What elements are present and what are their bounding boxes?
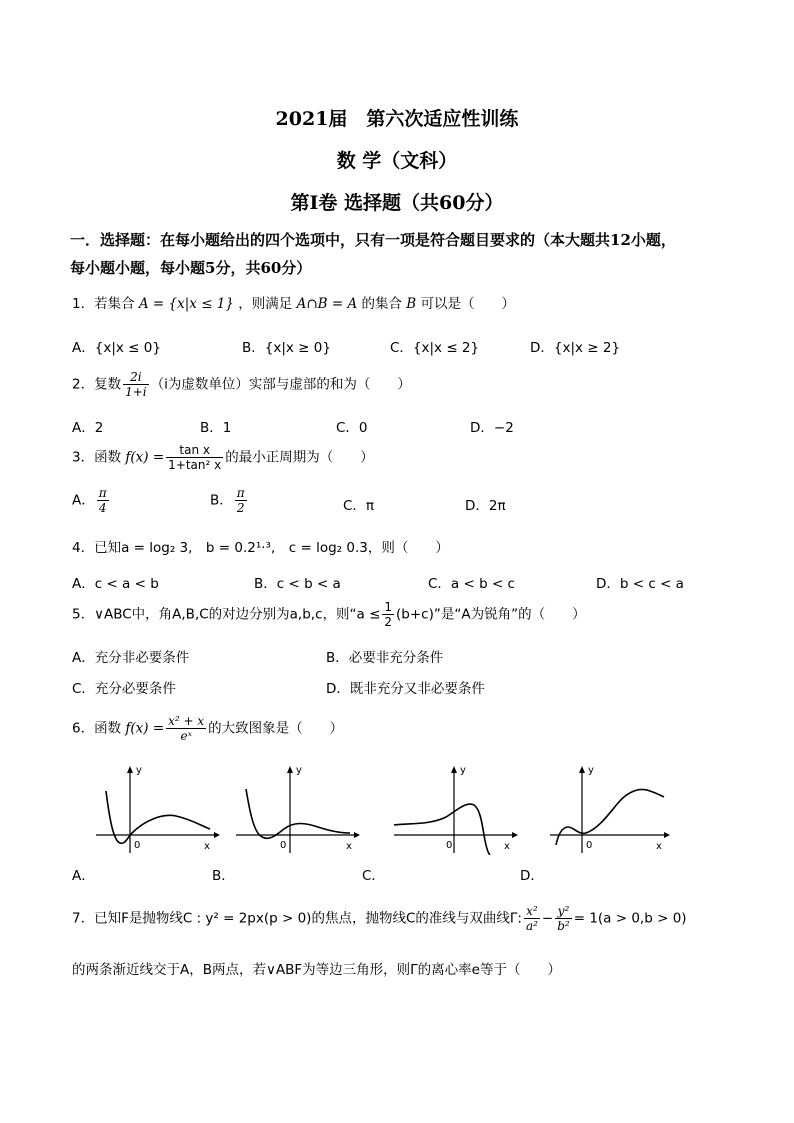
q4-option-b: B．c < b < a [254, 576, 341, 592]
q1-suffix: 的集合 [361, 296, 402, 312]
q4-option-d: D．b < c < a [596, 576, 684, 592]
q1-set-a: A = {x|x ≤ 1} [138, 296, 234, 312]
graph-c [390, 763, 520, 855]
q5-prefix: 5．∨ABC中，角A,B,C的对边分别为a,b,c，则“a ≤ [72, 606, 381, 623]
question-5-stem [72, 600, 586, 629]
q7-suffix: = 1(a > 0,b > 0) [573, 910, 687, 927]
q1-mid: ，则满足 [238, 296, 293, 312]
q3-frac-num: tan x [166, 443, 223, 458]
q2-prefix: 2．复数 [72, 376, 122, 393]
q1-option-a: A．{x|x ≤ 0} [72, 340, 161, 356]
q2-option-d: D．−2 [470, 420, 514, 436]
q3-b-num: π [236, 486, 245, 500]
graph-a-x-arrow [214, 832, 220, 838]
graph-c-y-label: y [460, 765, 466, 776]
q1-option-b: B．{x|x ≥ 0} [242, 340, 331, 356]
question-4-stem: 4．已知a = log₂ 3, b = 0.2¹·³, c = log₂ 0.3，则（ ） [72, 540, 449, 556]
q1-set-b: B [406, 296, 417, 312]
graph-a-x-label: x [204, 841, 210, 852]
q2-option-c: C．0 [336, 420, 368, 436]
graph-c-x-label: x [504, 841, 510, 852]
q4-option-c: C．a < b < c [428, 576, 515, 592]
q3-option-b [210, 486, 249, 515]
question-7-stem [72, 904, 687, 933]
q3-frac-den: 1+tan² x [168, 458, 222, 472]
question-2-stem [72, 370, 411, 399]
q3-a-den: 4 [98, 501, 107, 515]
graph-d-origin: 0 [586, 840, 593, 851]
q7-prefix: 7．已知F是抛物线C : y² = 2px(p > 0)的焦点，抛物线C的准线与双曲线Γ: [72, 910, 522, 927]
graph-a [92, 763, 222, 855]
graph-b [232, 763, 362, 855]
part-title: 第Ⅰ卷 选择题（共60分） [290, 192, 504, 214]
q2-option-a: A．2 [72, 420, 104, 436]
q2-option-b: B．1 [200, 420, 232, 436]
q6-frac-num: x² + x [168, 714, 205, 728]
q1-end: 可以是（ ） [420, 296, 516, 312]
question-6-stem [72, 714, 343, 743]
q3-a-frac [97, 486, 109, 515]
q6-option-c: C． [362, 868, 385, 884]
q6-func: f(x) = [125, 720, 165, 737]
q2-frac-den: 1+i [125, 385, 147, 399]
question-3-stem [72, 443, 374, 472]
q5-option-a: A．充分非必要条件 [72, 650, 190, 666]
q1-option-d: D．{x|x ≥ 2} [530, 340, 621, 356]
q6-option-b: B． [212, 868, 235, 884]
graph-d-y-arrow [579, 766, 585, 773]
q2-frac-num: 2i [123, 370, 149, 385]
exam-title: 2021届 第六次适应性训练 [275, 108, 519, 130]
graph-b-x-label: x [346, 841, 352, 852]
subject-title: 数 学（文科） [336, 150, 458, 172]
q5-option-c: C．充分必要条件 [72, 681, 176, 697]
section-heading-line2: 每小题小题，每小题5分，共60分） [70, 259, 312, 277]
graph-d-x-label: x [656, 841, 662, 852]
q7-frac2-num: y² [555, 904, 572, 919]
graph-a-origin: 0 [134, 840, 141, 851]
q3-func: f(x) = [125, 449, 165, 466]
graph-a-y-arrow [127, 766, 133, 773]
q3-option-d: D．2π [465, 498, 506, 514]
question-1-stem [72, 292, 515, 312]
question-7-line2: 的两条渐近线交于A，B两点，若∨ABF为等边三角形，则Γ的离心率e等于（ ） [72, 962, 561, 978]
graph-d-y-label: y [588, 765, 594, 776]
q7-frac1-num: x² [524, 904, 540, 919]
q5-option-b: B．必要非充分条件 [326, 650, 444, 666]
graph-a-y-label: y [136, 765, 142, 776]
q7-frac1-den: a² [525, 919, 538, 933]
q3-b-frac [235, 486, 247, 515]
graph-c-origin: 0 [446, 840, 453, 851]
graph-b-x-arrow [354, 832, 360, 838]
graph-b-curve [246, 789, 350, 838]
q7-frac2-den: b² [557, 919, 570, 933]
q3-prefix: 3．函数 [72, 449, 122, 466]
q5-frac-num: 1 [384, 600, 393, 614]
q7-frac2 [555, 904, 572, 933]
graph-d [546, 763, 676, 855]
graph-b-y-arrow [287, 766, 293, 773]
q6-fraction [166, 714, 206, 743]
graph-c-curve [394, 804, 490, 855]
graph-c-y-arrow [451, 766, 457, 773]
q1-prefix: 1．若集合 [72, 296, 135, 312]
q4-option-a: A．c < a < b [72, 576, 159, 592]
q5-option-d: D．既非充分又非必要条件 [326, 681, 485, 697]
q3-option-a [72, 486, 111, 515]
section-heading-line1: 一．选择题：在每小题给出的四个选项中，只有一项是符合题目要求的（本大题共12小题， [70, 231, 676, 249]
q3-suffix: 的最小正周期为（ ） [225, 449, 374, 466]
q3-b-den: 2 [236, 501, 245, 515]
q3-a-num: π [98, 486, 107, 500]
q6-option-a: A． [72, 868, 95, 884]
graph-d-x-arrow [664, 832, 670, 838]
graph-c-x-arrow [512, 832, 518, 838]
q7-frac1 [524, 904, 540, 933]
q5-suffix: (b+c)”是“A为锐角”的（ ） [396, 606, 586, 623]
q6-prefix: 6．函数 [72, 720, 122, 737]
q3-b-label: B． [210, 492, 233, 509]
q6-option-d: D． [520, 868, 544, 884]
q6-suffix: 的大致图象是（ ） [208, 720, 344, 737]
q6-frac-den: eˣ [180, 729, 192, 743]
q3-a-label: A． [72, 492, 95, 509]
q3-option-c: C．π [343, 498, 375, 514]
q3-fraction [166, 443, 223, 472]
q2-suffix: （i为虚数单位）实部与虚部的和为（ ） [150, 376, 411, 393]
graph-d-curve [556, 790, 664, 846]
q5-fraction [382, 600, 394, 629]
q1-condition: A∩B = A [296, 296, 358, 312]
q1-option-c: C．{x|x ≤ 2} [390, 340, 480, 356]
graph-b-y-label: y [296, 765, 302, 776]
q7-minus: − [541, 910, 554, 927]
q2-fraction [123, 370, 149, 399]
graph-b-origin: 0 [280, 840, 287, 851]
q5-frac-den: 2 [384, 615, 393, 629]
